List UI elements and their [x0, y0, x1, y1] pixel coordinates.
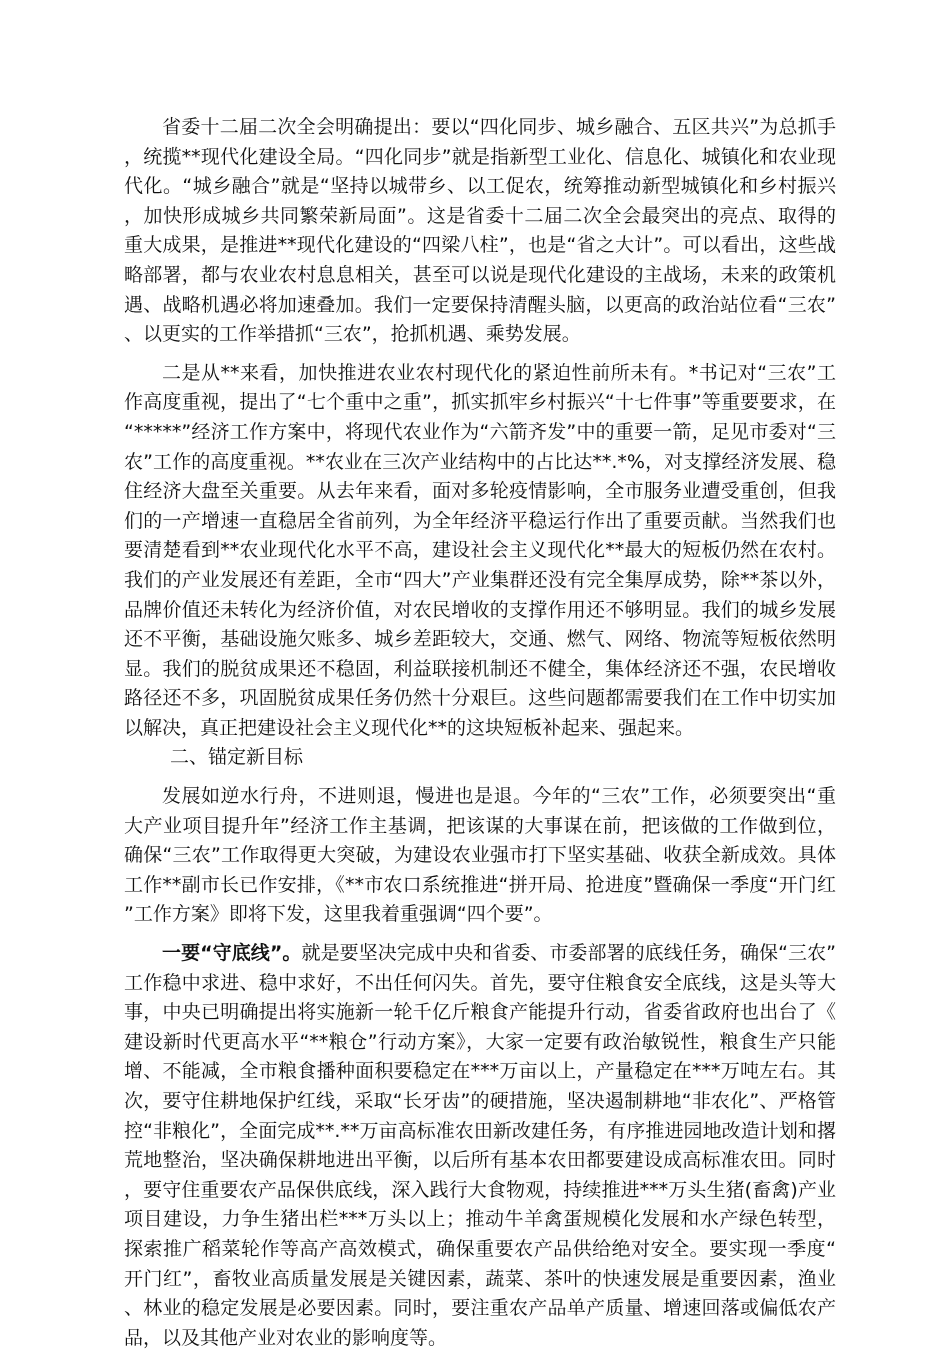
section-heading: 二、锚定新目标: [170, 746, 304, 769]
paragraph-bottom-line: [124, 939, 836, 1353]
paragraph-bottom-line-text: 就是要坚决完成中央和省委、市委部署的底线任务，确保“三农”工作稳中求进、稳中求好，不出任何闪失。首先，要守住粮食安全底线，这是头等大事，中央已明确提出将实施新一轮千亿斤粮食产能提升行动，省委省政府也出台了《建设新时代更高水平“**粮仓”行动方案》，大家一定要有政治敏锐性，粮食生产只能增、不能减，全市粮食播种面积要稳定在***万亩以上，产量稳定在***万吨左右。其次，要守住耕地保护红线，采取“长牙齿”的硬措施，坚决遏制耕地“非农化”、严格管控“非粮化”，全面完成**.**万亩高标准农田新改建任务，有序推进园地改造计划和撂荒地整治，坚决确保耕地进出平衡，以后所有基本农田都要建设成高标准农田。同时，要守住重要农产品保供底线，深入践行大食物观，持续推进***万头生猪(畜禽)产业项目建设，力争生猪出栏***万头以上；推动牛羊禽蛋规模化发展和水产绿色转型，探索推广稻菜轮作等高产高效模式，确保重要农产品供给绝对安全。要实现一季度“开门红”，畜牧业高质量发展是关键因素，蔬菜、茶叶的快速发展是重要因素，渔业、林业的稳定发展是必要因素。同时，要注重农产品单产质量、增速回落或偏低农产品，以及其他产业对农业的影响度等。: [124, 942, 836, 1349]
paragraph-strategic-deployment: 省委十二届二次全会明确提出：要以“四化同步、城乡融合、五区共兴”为总抓手，统揽**现代化建设全局。“四化同步”就是指新型工业化、信息化、城镇化和农业现代化。“城乡融合”就是“坚持以城带乡、以工促农，统筹推动新型城镇化和乡村振兴，加快形成城乡共同繁荣新局面”。这是省委十二届二次全会最突出的亮点、取得的重大成果，是推进**现代化建设的“四梁八柱”，也是“省之大计”。可以看出，这些战略部署，都与农业农村息息相关，甚至可以说是现代化建设的主战场，未来的政策机遇、战略机遇必将加速叠加。我们一定要保持清醒头脑，以更高的政治站位看“三农”、以更实的工作举措抓“三农”，抢抓机遇、乘势发展。: [124, 116, 836, 346]
document-body: [124, 113, 836, 1353]
paragraph-urgency: 二是从**来看，加快推进农业农村现代化的紧迫性前所未有。*书记对“三农”工作高度重视，提出了“七个重中之重”，抓实抓牢乡村振兴“十七件事”等重要要求，在“*****”经济工作方案中，将现代农业作为“六箭齐发”中的重要一箭，足见市委对“三农”工作的高度重视。**农业在三次产业结构中的占比达**.*%，对支撑经济发展、稳住经济大盘至关重要。从去年来看，面对多轮疫情影响，全市服务业遭受重创，但我们的一产增速一直稳居全省前列，为全年经济平稳运行作出了重要贡献。当然我们也要清楚看到**农业现代化水平不高，建设社会主义现代化**最大的短板仍然在农村。我们的产业发展还有差距，全市“四大”产业集群还没有完全集厚成势，除**茶以外，品牌价值还未转化为经济价值，对农民增收的支撑作用还不够明显。我们的城乡发展还不平衡，基础设施欠账多、城乡差距较大，交通、燃气、网络、物流等短板依然明显。我们的脱贫成果还不稳固，利益联接机制还不健全，集体经济还不强，农民增收路径还不多，巩固脱贫成果任务仍然十分艰巨。这些问题都需要我们在工作中切实加以解决，真正把建设社会主义现代化**的这块短板补起来、强起来。: [124, 361, 836, 739]
emphasis-lead: 一要“守底线”。: [162, 942, 302, 965]
paragraph-new-goals: 发展如逆水行舟，不进则退，慢进也是退。今年的“三农”工作，必须要突出“重大产业项目提升年”经济工作主基调，把该谋的大事谋在前，把该做的工作做到位，确保“三农”工作取得更大突破，为建设农业强市打下坚实基础、收获全新成效。具体工作**副市长已作安排，《**市农口系统推进“拼开局、抢进度”暨确保一季度“开门红”工作方案》即将下发，这里我着重强调“四个要”。: [124, 785, 836, 926]
